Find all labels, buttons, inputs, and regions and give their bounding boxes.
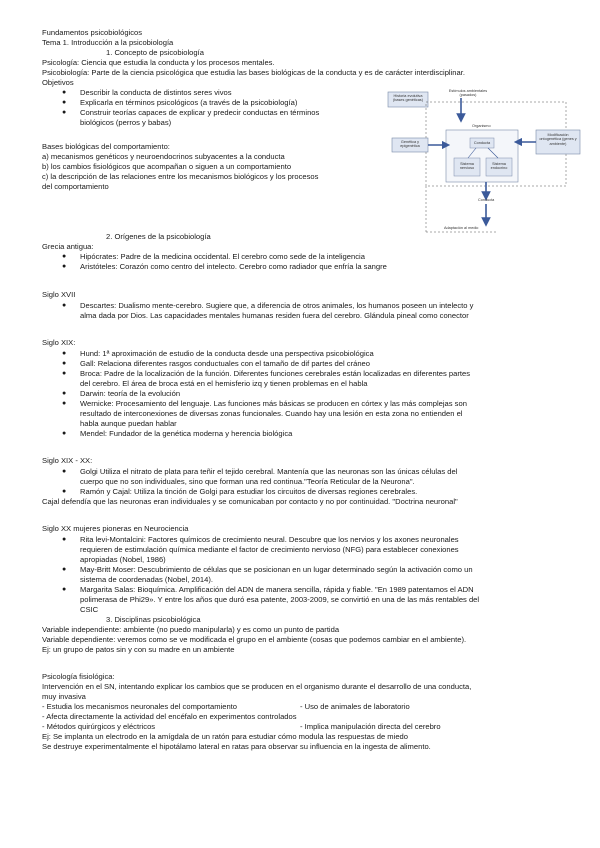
bullet-icon: ● (62, 350, 67, 357)
conducta-diagram (386, 86, 586, 236)
label-organismo: Organismo (472, 124, 491, 128)
siglo-xix-xx-item-cont: cuerpo que no son individuales, sino que forman una red continua."Teoría Reticular de la Neurona". (80, 477, 415, 486)
bullet-icon: ● (62, 586, 67, 593)
objetivo-item-cont: biológicos (perros y babas) (80, 118, 172, 127)
bullet-icon: ● (62, 253, 67, 260)
bullet-icon: ● (62, 370, 67, 377)
section-3-heading: 3. Disciplinas psicobiológica (106, 615, 201, 624)
siglo-xx-item: May-Britt Moser: Descubrimiento de células que se posicionan en un lugar determinado según la activación como un (80, 565, 473, 574)
objetivo-item: Construir teorías capaces de explicar y predecir conductas en términos (80, 108, 320, 117)
bullet-icon: ● (62, 263, 67, 270)
objetivo-item: Describir la conducta de distintos seres vivos (80, 88, 232, 97)
siglo-xix-item: Broca: Padre de la localización de la función. Diferentes funciones cerebrales están localizadas en diferentes partes (80, 369, 471, 378)
siglo-xvii-heading: Siglo XVII (42, 290, 76, 299)
siglo-xx-item-cont: apropiadas (Nobel, 1986) (80, 555, 166, 564)
tema-heading: Tema 1. Introducción a la psicobiología (42, 38, 174, 47)
siglo-xx-item-cont: requieren de estimulación química mediante el factor de crecimiento nervioso (NFG) para establecer conexiones (80, 545, 459, 554)
def-psicologia: Psicología: Ciencia que estudia la conducta y los procesos mentales. (42, 58, 275, 67)
variable-dependiente: Variable dependiente: veremos como se ve modificada el grupo en el ambiente (cosas que podemos cambiar en el ambiente). (42, 635, 467, 644)
pf-item: - Métodos quirúrgicos y eléctricos (42, 722, 156, 731)
objetivos-heading: Objetivos (42, 78, 74, 87)
bases-heading: Bases biológicas del comportamiento: (42, 142, 170, 151)
diagram-graphics (386, 86, 586, 236)
bases-item: c) la descripción de las relaciones entre los mecanismos biológicos y los procesos (42, 172, 319, 181)
bases-item: b) los cambios fisiológicos que acompañan o siguen a un comportamiento (42, 162, 292, 171)
psicologia-fisiologica-heading: Psicología fisiológica: (42, 672, 115, 681)
bullet-icon: ● (62, 566, 67, 573)
siglo-xix-item: Darwin: teoría de la evolución (80, 389, 181, 398)
siglo-xix-item: Mendel: Fundador de la genética moderna y herencia biológica (80, 429, 293, 438)
pf-last: Se destruye experimentalmente el hipotálamo lateral en ratas para observar su influencia en la ingesta de alimento. (42, 742, 431, 751)
bullet-icon: ● (62, 390, 67, 397)
siglo-xix-xx-heading: Siglo XIX - XX: (42, 456, 93, 465)
grecia-item: Hipócrates: Padre de la medicina occidental. El cerebro como sede de la inteligencia (80, 252, 365, 261)
def-psicobiologia: Psicobiología: Parte de la ciencia psicológica que estudia las bases biológicas de la conducta y es de carácter interdisciplinar. (42, 68, 465, 77)
label-adaptacion: Adaptación al medio (444, 226, 479, 230)
siglo-xvii-item: Descartes: Dualismo mente-cerebro. Sugiere que, a diferencia de otros animales, los humanos poseen un intelecto y (80, 301, 474, 310)
objetivo-item: Explicarla en términos psicológicos (a través de la psicobiología) (80, 98, 298, 107)
section-2-heading: 2. Orígenes de la psicobiología (106, 232, 211, 241)
pf-line-cont: muy invasiva (42, 692, 86, 701)
bullet-icon: ● (62, 536, 67, 543)
siglo-xx-item-cont: polimerasa de Phi29». Y entre los años que duró esa patente, 2003-2009, se convirtió en una de las más rentables del (80, 595, 480, 604)
siglo-xix-item: Wernicke: Procesamiento del lenguaje. Las funciones más básicas se producen en córtex y las más complejas son (80, 399, 467, 408)
siglo-xix-item-cont: resultado de interconexiones de diversas zonas funcionales. Cuando hay una lesión en esta zona no entienden el (80, 409, 463, 418)
pf-item: - Afecta directamente la actividad del encéfalo en experimentos controlados (42, 712, 297, 721)
bullet-icon: ● (62, 488, 67, 495)
grecia-heading: Grecia antigua: (42, 242, 94, 251)
label-conducta: Conducta (473, 141, 491, 145)
grecia-item: Aristóteles: Corazón como centro del intelecto. Cerebro como radiador que enfría la sangre (80, 262, 387, 271)
siglo-xx-item-cont: CSIC (80, 605, 99, 614)
pf-ejemplo: Ej: Se implanta un electrodo en la amígdala de un ratón para estudiar cómo modula las respuestas de miedo (42, 732, 408, 741)
bullet-icon: ● (62, 468, 67, 475)
label-genetica: Genética y epigenética (400, 140, 420, 149)
cajal-line: Cajal defendía que las neuronas eran individuales y se comunicaban por contacto y no por continuidad. "Doctrina neuronal" (42, 497, 458, 506)
siglo-xix-heading: Siglo XIX: (42, 338, 76, 347)
siglo-xix-item: Hund: 1ª aproximación de estudio de la conducta desde una perspectiva psicobiológica (80, 349, 374, 358)
bullet-icon: ● (62, 89, 67, 96)
variable-independiente: Variable independiente: ambiente (no puedo manipularla) y es como un punto de partida (42, 625, 340, 634)
siglo-xx-heading: Siglo XX mujeres pioneras en Neurociencia (42, 524, 189, 533)
label-modificacion: Modificación ontogenética (genes y ambiente) (539, 133, 577, 146)
siglo-xx-item-cont: sistema de coordenadas (Nobel, 2014). (80, 575, 213, 584)
label-sistema-nervioso: Sistema nervioso (459, 162, 475, 171)
siglo-xix-item-cont: habla aunque puedan hablar (80, 419, 177, 428)
label-sistema-endocrino: Sistema endocrino (490, 162, 508, 171)
siglo-xx-item: Rita levi-Montalcini: Factores químicos de crecimiento neural. Descubre que los nervios y los axones neuronales (80, 535, 459, 544)
label-conducta-out: Conducta (478, 198, 495, 202)
bullet-icon: ● (62, 99, 67, 106)
bullet-icon: ● (62, 302, 67, 309)
pf-item: - Uso de animales de laboratorio (300, 702, 410, 711)
bullet-icon: ● (62, 430, 67, 437)
bases-item: a) mecanismos genéticos y neuroendocrinos subyacentes a la conducta (42, 152, 285, 161)
label-historia: Historia evolutiva (bases genéticas) (393, 94, 423, 103)
siglo-xix-item-cont: del cerebro. El área de broca está en el hemisferio izq y tienen problemas en el habla (80, 379, 368, 388)
label-estimulos: Estímulos ambientales (pasados) (448, 89, 488, 98)
section-1-heading: 1. Concepto de psicobiología (106, 48, 204, 57)
bases-item-cont: del comportamiento (42, 182, 109, 191)
bullet-icon: ● (62, 109, 67, 116)
siglo-xx-item: Margarita Salas: Bioquímica. Amplificación del ADN de manera sencilla, rápida y fiable. "En 1989 patentamos el ADN (80, 585, 474, 594)
pf-line: Intervención en el SN, intentando explicar los cambios que se producen en el organismo durante el desarrollo de una conducta, (42, 682, 472, 691)
doc-title: Fundamentos psicobiológicos (42, 28, 143, 37)
pf-item: - Implica manipulación directa del cerebro (300, 722, 441, 731)
siglo-xix-item: Gall: Relaciona diferentes rasgos conductuales con el tamaño de dif partes del cráneo (80, 359, 371, 368)
siglo-xvii-item-cont: alma dada por Dios. Las capacidades mentales humanas residen fuera del cerebro. Glándula pineal como conector (80, 311, 469, 320)
bullet-icon: ● (62, 400, 67, 407)
siglo-xix-xx-item: Golgi Utiliza el nitrato de plata para teñir el tejido cerebral. Mantenía que las neuronas son las únicas células del (80, 467, 458, 476)
bullet-icon: ● (62, 360, 67, 367)
siglo-xix-xx-item: Ramón y Cajal: Utiliza la tinción de Golgi para estudiar los circuitos de diversas regiones cerebrales. (80, 487, 418, 496)
pf-item: - Estudia los mecanismos neuronales del comportamiento (42, 702, 238, 711)
ejemplo-patos: Ej: un grupo de patos sin y con su madre en un ambiente (42, 645, 235, 654)
